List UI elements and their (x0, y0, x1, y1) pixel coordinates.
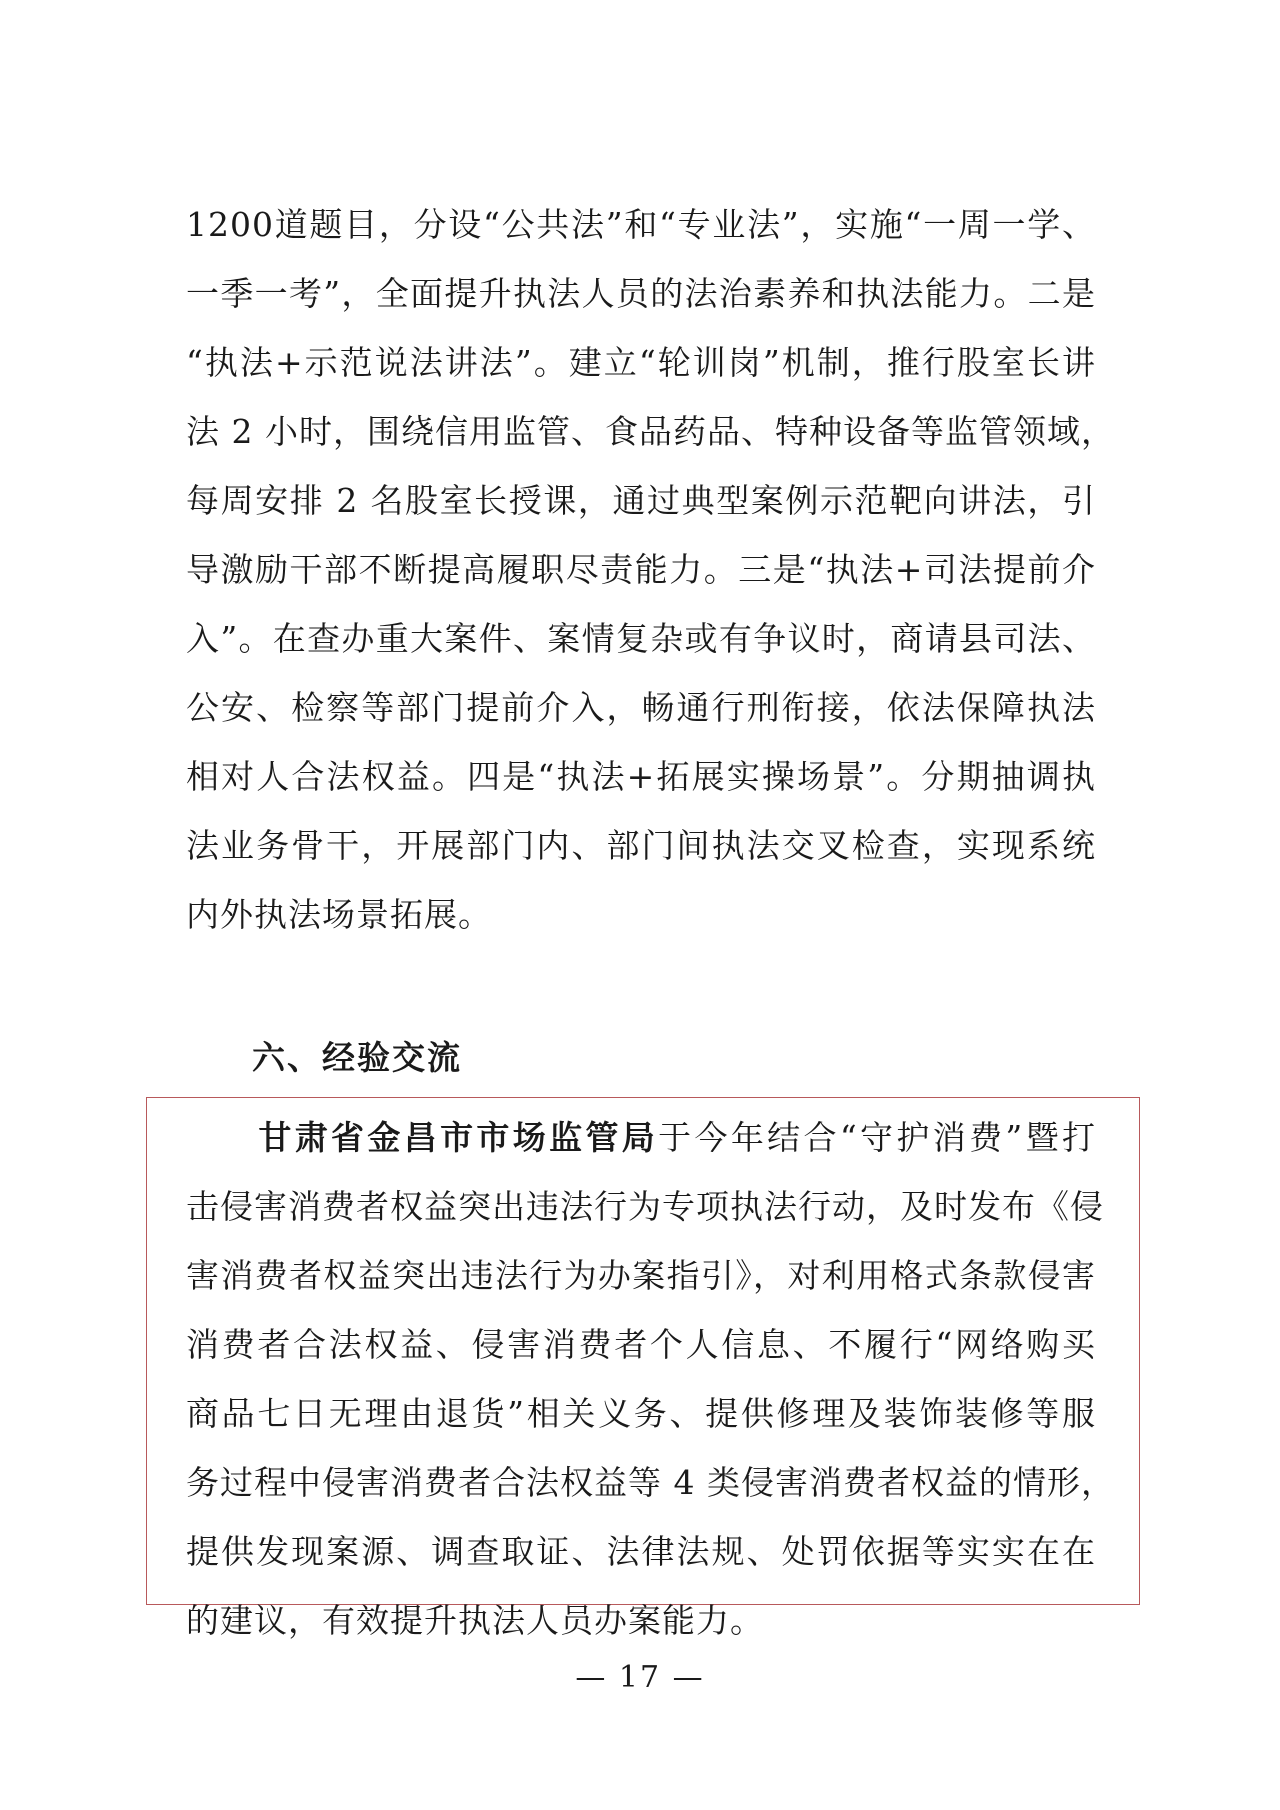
highlight-first-line (186, 1103, 1096, 1172)
body-line: 一季一考”，全面提升执法人员的法治素养和执法能力。二是 (186, 274, 1096, 313)
highlight-line: 商品七日无理由退货”相关义务、提供修理及装饰装修等服 (186, 1394, 1096, 1433)
highlight-paragraph (186, 1103, 1115, 1655)
body-paragraph (186, 190, 1115, 949)
organization-name: 甘肃省金昌市市场监管局 (256, 1118, 659, 1157)
section-heading: 六、经验交流 (252, 1038, 462, 1077)
highlight-line-text: 于今年结合“守护消费”暨打 (658, 1118, 1096, 1157)
body-line: 相对人合法权益。四是“执法+拓展实操场景”。分期抽调执 (186, 757, 1096, 796)
page-number: — 17 — (575, 1660, 705, 1695)
highlight-line: 击侵害消费者权益突出违法行为专项执法行动，及时发布《侵 (186, 1187, 1104, 1226)
body-line: 入”。在查办重大案件、案情复杂或有争议时，商请县司法、 (186, 619, 1096, 658)
body-line: 法 2 小时，围绕信用监管、食品药品、特种设备等监管领域， (186, 412, 1115, 451)
highlight-line: 的建议，有效提升执法人员办案能力。 (186, 1601, 764, 1640)
body-line: 公安、检察等部门提前介入，畅通行刑衔接，依法保障执法 (186, 688, 1096, 727)
body-line: “执法+示范说法讲法”。建立“轮训岗”机制，推行股室长讲 (186, 343, 1096, 382)
highlight-line: 消费者合法权益、侵害消费者个人信息、不履行“网络购买 (186, 1325, 1096, 1364)
body-line: 法业务骨干，开展部门内、部门间执法交叉检查，实现系统 (186, 826, 1096, 865)
body-line: 导激励干部不断提高履职尽责能力。三是“执法+司法提前介 (186, 550, 1096, 589)
highlight-line: 提供发现案源、调查取证、法律法规、处罚依据等实实在在 (186, 1532, 1096, 1571)
body-line: 内外执法场景拓展。 (186, 895, 492, 934)
body-line: 每周安排 2 名股室长授课，通过典型案例示范靶向讲法，引 (186, 481, 1096, 520)
body-line: 1200道题目，分设“公共法”和“专业法”，实施“一周一学、 (186, 205, 1096, 244)
highlight-line: 务过程中侵害消费者合法权益等 4 类侵害消费者权益的情形， (186, 1463, 1115, 1502)
highlight-line: 害消费者权益突出违法行为办案指引》，对利用格式条款侵害 (186, 1256, 1096, 1295)
